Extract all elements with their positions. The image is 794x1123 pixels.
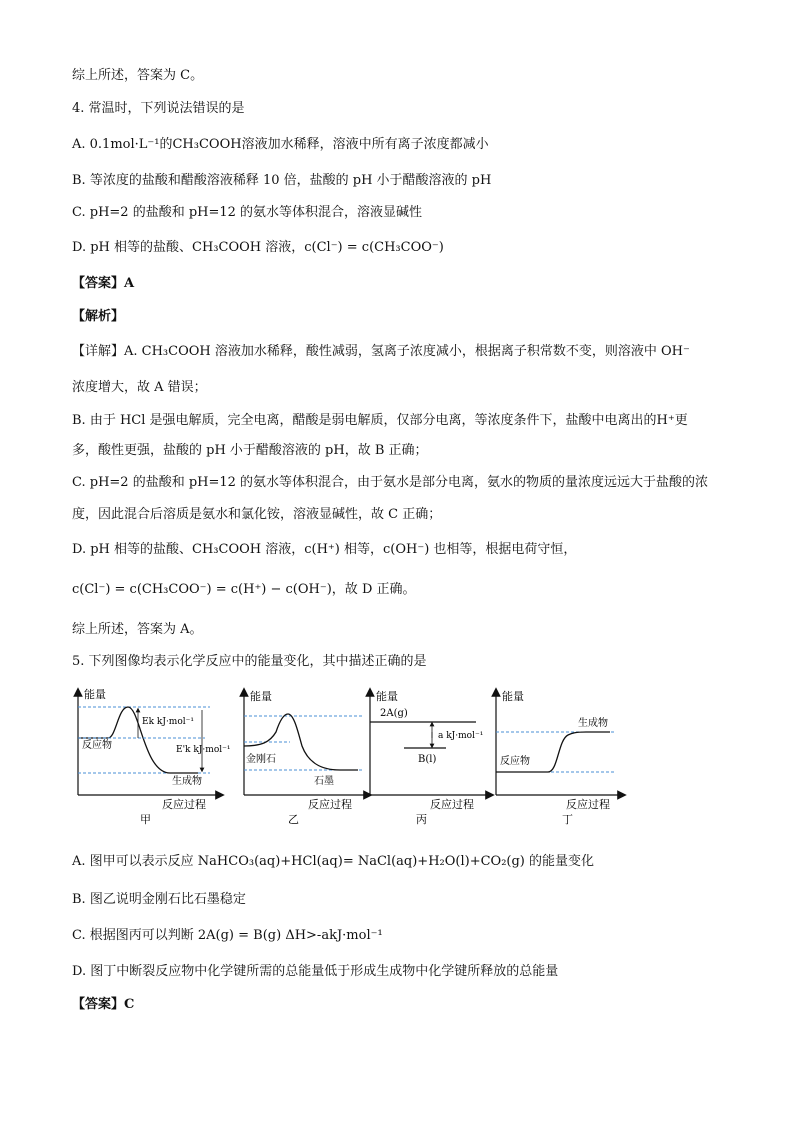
analysis-4-heading: 【解析】 <box>72 309 125 324</box>
diagram-jia <box>78 687 230 826</box>
question-5-option-b: B. 图乙说明金刚石比石墨稳定 <box>72 892 246 907</box>
question-5-stem: 5. 下列图像均表示化学反应中的能量变化，其中描述正确的是 <box>72 654 427 669</box>
detail-line-4: 多，酸性更强，盐酸的 pH 小于醋酸溶液的 pH，故 B 正确； <box>72 443 428 458</box>
yi-x-label: 反应过程 <box>308 798 352 811</box>
question-4-option-c: C. pH=2 的盐酸和 pH=12 的氨水等体积混合，溶液显碱性 <box>72 205 423 220</box>
jia-caption: 甲 <box>140 813 151 826</box>
energy-diagrams <box>70 680 730 830</box>
bing-y-label: 能量 <box>376 690 398 703</box>
yi-caption: 乙 <box>288 813 299 826</box>
ding-reactant: 反应物 <box>500 756 530 767</box>
text-line: 综上所述，答案为 C。 <box>72 68 204 83</box>
detail-line-2: 浓度增大，故 A 错误； <box>72 380 207 395</box>
question-5-option-a: A. 图甲可以表示反应 NaHCO₃(aq)+HCl(aq)= NaCl(aq)+H₂O(l)+CO₂(g) 的能量变化 <box>72 854 595 869</box>
detail-line-7: D. pH 相等的盐酸、CH₃COOH 溶液，c(H⁺) 相等，c(OH⁻) 也相等，根据电荷守恒， <box>72 542 577 557</box>
text-line: 综上所述，答案为 A。 <box>72 622 203 637</box>
jia-ek: Ek kJ·mol⁻¹ <box>142 717 194 727</box>
detail-line-3: B. 由于 HCl 是强电解质，完全电离，醋酸是弱电解质，仅部分电离，等浓度条件下，盐酸中电离出的H⁺更 <box>72 413 688 428</box>
jia-product: 生成物 <box>172 776 202 787</box>
bing-delta: a kJ·mol⁻¹ <box>438 731 484 741</box>
ding-caption: 丁 <box>562 813 573 826</box>
jia-ek2: E'k kJ·mol⁻¹ <box>176 745 231 755</box>
detail-line-8: c(Cl⁻) = c(CH₃COO⁻) = c(H⁺) − c(OH⁻)，故 D 正确。 <box>72 582 416 597</box>
question-4-option-b: B. 等浓度的盐酸和醋酸溶液稀释 10 倍，盐酸的 pH 小于醋酸溶液的 pH <box>72 173 492 188</box>
yi-reactant: 金刚石 <box>246 754 276 765</box>
diagram-bing <box>370 689 490 826</box>
detail-line-5: C. pH=2 的盐酸和 pH=12 的氨水等体积混合，由于氨水是部分电离，氨水的物质的量浓度远远大于盐酸的浓 <box>72 475 709 490</box>
bing-x-label: 反应过程 <box>430 798 474 811</box>
ding-product: 生成物 <box>578 718 608 729</box>
question-4-option-d: D. pH 相等的盐酸、CH₃COOH 溶液，c(Cl⁻) = c(CH₃COO⁻) <box>72 240 444 255</box>
detail-line-6: 度，因此混合后溶质是氨水和氯化铵，溶液显碱性，故 C 正确； <box>72 507 442 522</box>
question-4-stem: 4. 常温时，下列说法错误的是 <box>72 101 245 116</box>
bing-caption: 丙 <box>416 813 427 826</box>
yi-y-label: 能量 <box>250 690 272 703</box>
answer-4: 【答案】A <box>72 276 135 291</box>
ding-x-label: 反应过程 <box>566 798 610 811</box>
question-5-option-c: C. 根据图丙可以判断 2A(g) = B(g) ΔH>-akJ·mol⁻¹ <box>72 928 383 943</box>
diagram-yi <box>244 689 368 826</box>
ding-y-label: 能量 <box>502 690 524 703</box>
jia-reactant: 反应物 <box>82 740 112 751</box>
detail-line-1: 【详解】A. CH₃COOH 溶液加水稀释，酸性减弱，氢离子浓度减小，根据离子积常数不变，则溶液中 OH⁻ <box>72 344 690 359</box>
jia-y-label: 能量 <box>84 688 106 701</box>
diagram-ding <box>496 689 622 826</box>
question-5-option-d: D. 图丁中断裂反应物中化学键所需的总能量低于形成生成物中化学键所释放的总能量 <box>72 964 559 979</box>
question-4-option-a: A. 0.1mol·L⁻¹的CH₃COOH溶液加水稀释，溶液中所有离子浓度都减小 <box>72 137 489 152</box>
bing-bottom: B(l) <box>418 754 437 765</box>
yi-product: 石墨 <box>314 776 334 787</box>
bing-top: 2A(g) <box>380 708 408 719</box>
jia-x-label: 反应过程 <box>162 798 206 811</box>
answer-5: 【答案】C <box>72 997 135 1012</box>
